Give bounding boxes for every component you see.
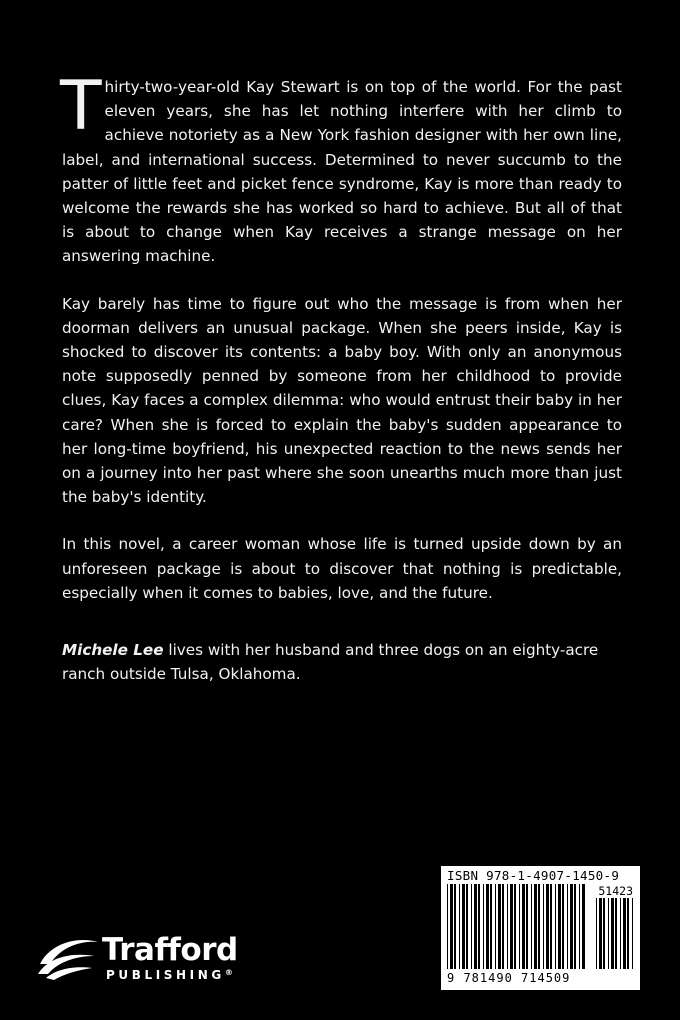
isbn-label: ISBN 978-1-4907-1450-9	[447, 868, 620, 883]
barcode-number: 9 781490 714509	[447, 971, 571, 985]
blurb-paragraph-1	[60, 67, 622, 269]
blurb-paragraph-2: Kay barely has time to figure out who the message is from when her doorman delivers an unusual package. When she peers inside, Kay is shocked to discover its contents: a baby boy. With only an anonymous note supposedly penned by someone from her childhood to provide clues, Kay faces a complex dilemma: who would entrust their baby in her care? When she is forced to explain the baby's sudden appearance to her long-time boyfriend, his unexpected reaction to the news sends her on a journey into her past where she soon unearths much more than just the baby's identity.	[62, 294, 622, 507]
author-name: Michele Lee	[62, 641, 164, 660]
blurb-paragraph-3: In this novel, a career woman whose life is turned upside down by an unforeseen package is about to discover that nothing is predictable, especially when it comes to babies, love, and the future.	[62, 535, 622, 602]
publisher-subtitle: PUBLISHING®	[106, 968, 233, 982]
isbn-barcode	[441, 866, 640, 990]
drop-cap: T	[60, 67, 102, 146]
trafford-swoosh-icon	[36, 934, 102, 984]
author-bio	[62, 638, 622, 686]
back-cover-text	[60, 67, 622, 709]
author-bio-text: lives with her husband and three dogs on an eighty-acre ranch outside Tulsa, Oklahoma.	[62, 641, 599, 684]
price-code: 51423	[598, 884, 633, 898]
blurb-paragraph-1-text: hirty-two-year-old Kay Stewart is on top of the world. For the past eleven years, she has let nothing interfere with her climb to achieve notoriety as a New York fashion designer with her own line, label, and international success. Determined to never succumb to the patter of little feet and picket fence syndrome, Kay is more than ready to welcome the rewards she has worked so hard to achieve. But all of that is about to change when Kay receives a strange message on her answering machine.	[62, 78, 622, 266]
publisher-name: Trafford	[102, 932, 238, 968]
publisher-logo	[36, 934, 266, 994]
registered-mark: ®	[224, 968, 233, 977]
